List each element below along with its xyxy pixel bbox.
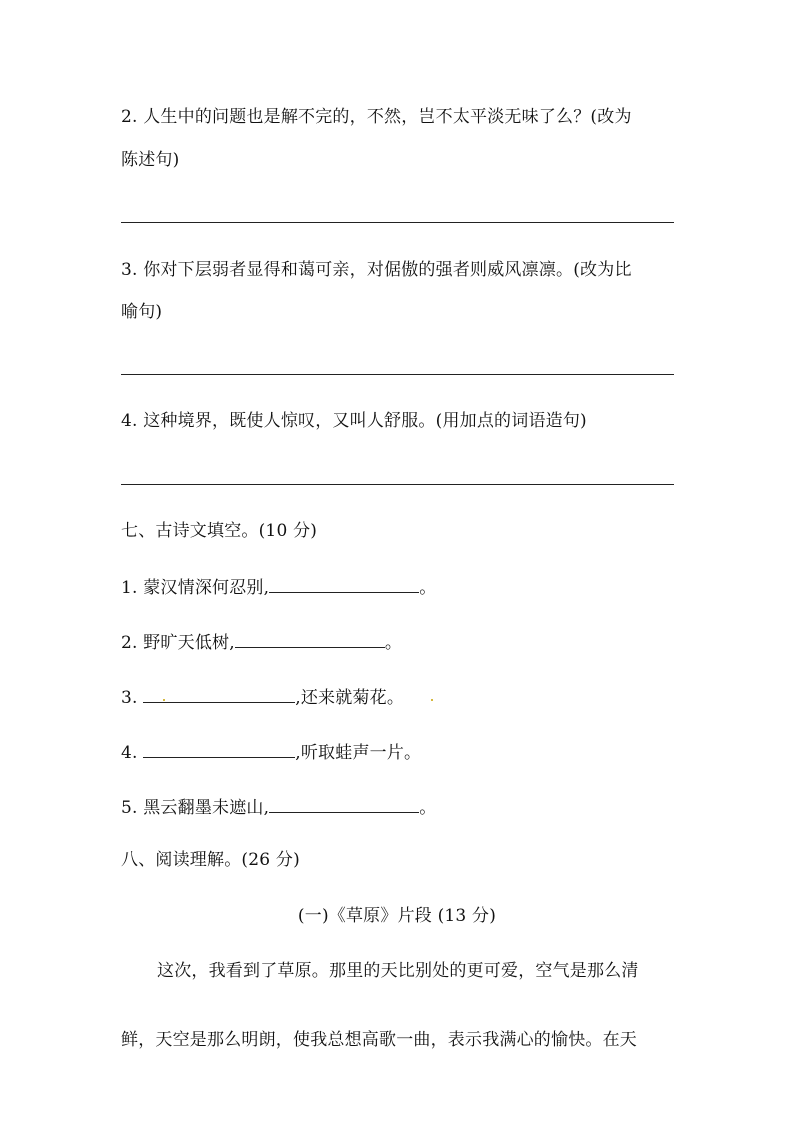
poem-fill-suffix: 。	[419, 798, 437, 818]
poem-fill-item-5	[121, 796, 436, 818]
fill-blank[interactable]	[269, 796, 419, 813]
poem-fill-suffix: 。	[384, 633, 403, 653]
passage-line-1: 这次，我看到了草原。那里的天比别处的更可爱，空气是那么清	[157, 961, 639, 981]
reading-passage-title: (一)《草原》片段 (13 分)	[297, 906, 497, 926]
question-3-line-2: 喻句)	[121, 302, 163, 322]
speck-mark	[431, 699, 433, 701]
speck-mark	[163, 699, 165, 701]
answer-line-q2[interactable]	[121, 222, 674, 223]
question-3-line-1: 3. 你对下层弱者显得和蔼可亲，对倨傲的强者则威风凛凛。(改为比	[121, 260, 632, 280]
question-2-line-2: 陈述句)	[121, 150, 180, 170]
poem-fill-prefix: 4.	[121, 743, 144, 763]
poem-fill-item-1	[121, 576, 436, 598]
poem-fill-prefix: 1. 蒙汉情深何忍别,	[121, 578, 270, 598]
fill-blank[interactable]	[143, 741, 295, 758]
poem-fill-item-2	[121, 631, 402, 653]
poem-fill-suffix: 。	[419, 578, 437, 598]
passage-line-2: 鲜，天空是那么明朗，使我总想高歌一曲，表示我满心的愉快。在天	[121, 1030, 637, 1050]
question-2-line-1: 2. 人生中的问题也是解不完的，不然，岂不太平淡无味了么？(改为	[121, 107, 632, 127]
poem-fill-suffix: ,还来就菊花。	[295, 688, 405, 708]
question-4-line-1: 4. 这种境界，既使人惊叹，又叫人舒服。(用加点的词语造句)	[121, 411, 587, 431]
answer-line-q3[interactable]	[121, 374, 674, 375]
poem-fill-suffix: ,听取蛙声一片。	[295, 743, 422, 763]
poem-fill-prefix: 3.	[121, 688, 144, 708]
fill-blank[interactable]	[143, 686, 295, 703]
fill-blank[interactable]	[269, 576, 419, 593]
poem-fill-prefix: 5. 黑云翻墨未遮山,	[121, 798, 270, 818]
section-7-heading: 七、古诗文填空。(10 分)	[121, 521, 318, 541]
answer-line-q4[interactable]	[121, 484, 674, 485]
poem-fill-item-4	[121, 741, 421, 763]
poem-fill-item-3	[121, 686, 404, 708]
fill-blank[interactable]	[235, 631, 385, 648]
poem-fill-prefix: 2. 野旷天低树,	[121, 633, 235, 653]
section-8-heading: 八、阅读理解。(26 分)	[121, 850, 300, 870]
